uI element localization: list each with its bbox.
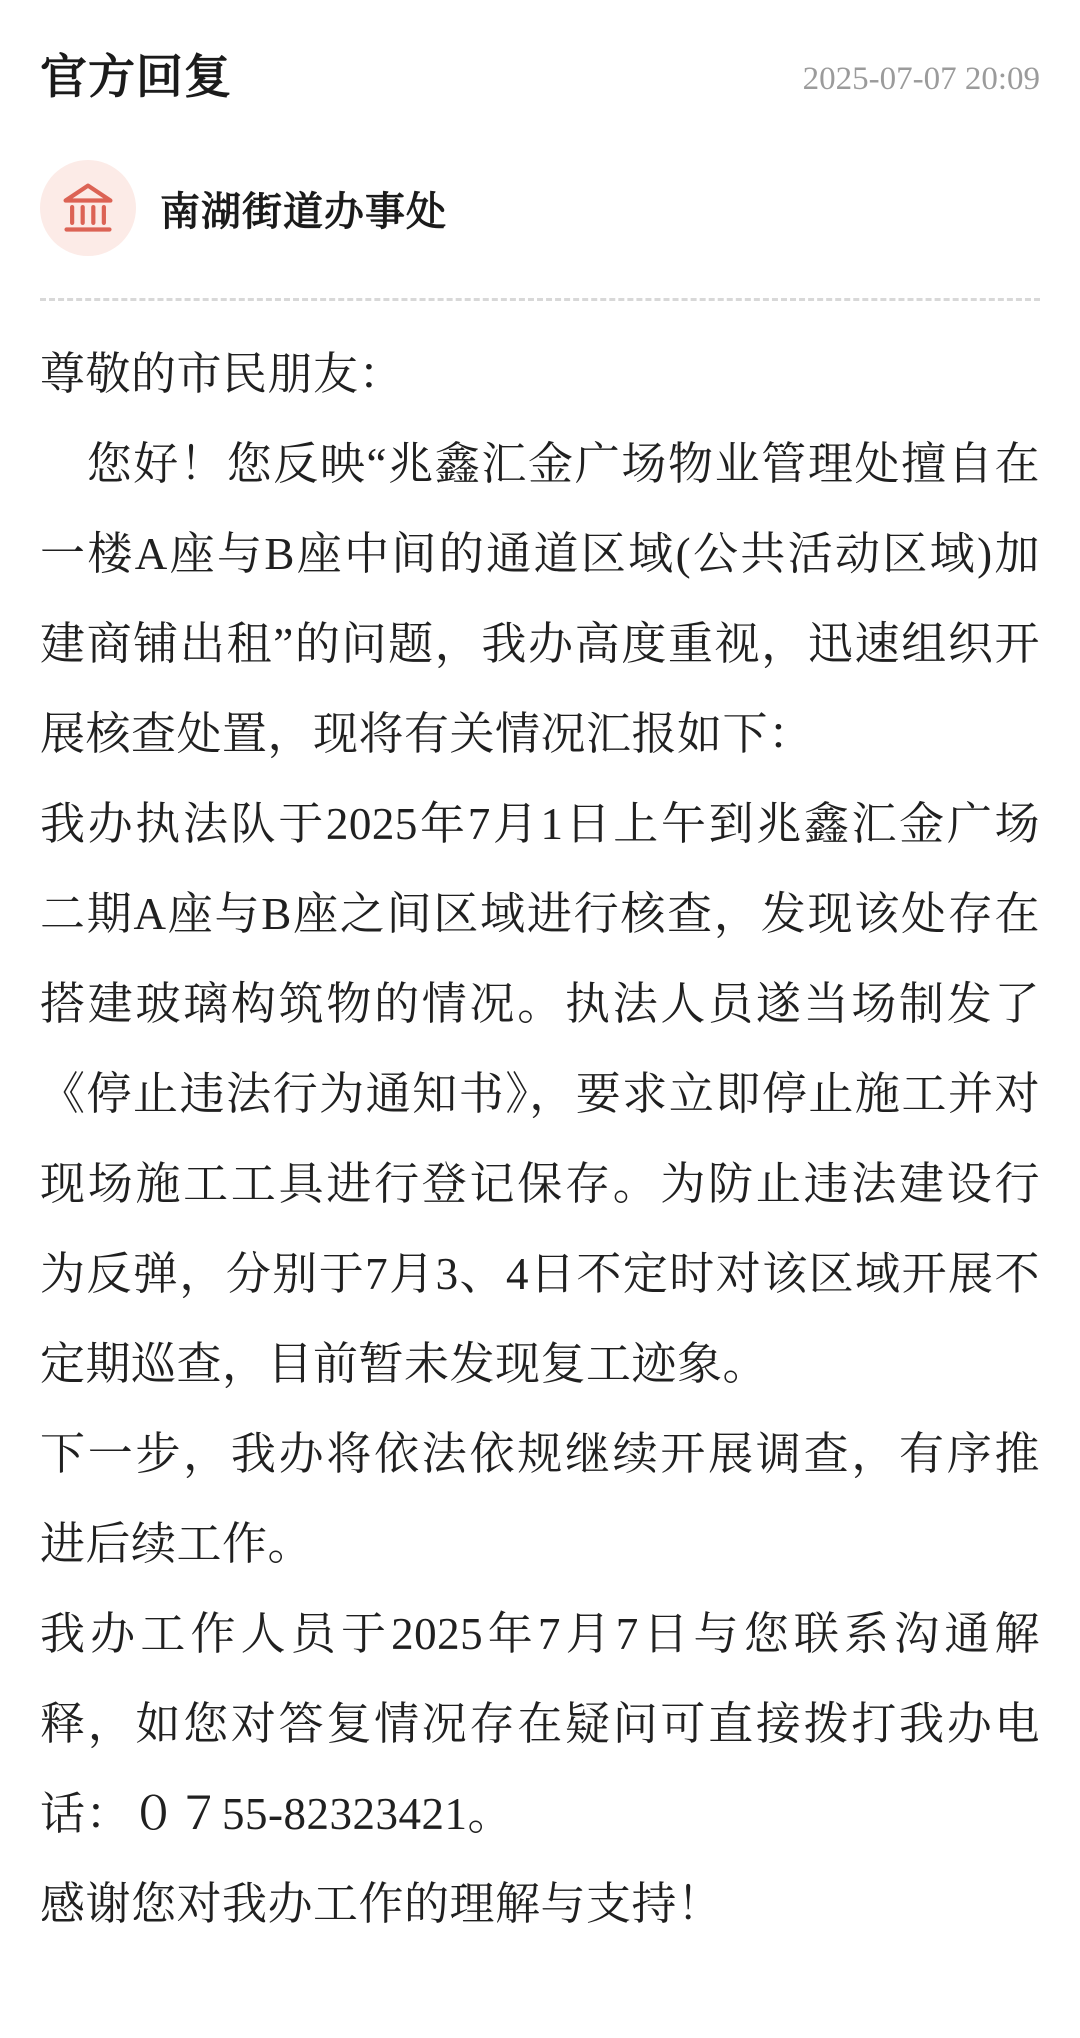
paragraph-investigation: 我办执法队于2025年7月1日上午到兆鑫汇金广场二期A座与B座之间区域进行核查，发现该处存在搭建玻璃构筑物的情况。执法人员遂当场制发了《停止违法行为通知书》，要求立即停止施工并对现场施工工具进行登记保存。为防止违法建设行为反弹，分别于7月3、4日不定时对该区域开展不定期巡查，目前暂未发现复工迹象。: [40, 799, 1040, 1390]
reply-timestamp: 2025-07-07 20:09: [802, 61, 1040, 98]
paragraph-next-steps: 下一步，我办将依法依规继续开展调查，有序推进后续工作。: [40, 1429, 1040, 1570]
government-building-icon: [60, 180, 116, 236]
reply-body: [40, 329, 1040, 1949]
paragraph-salutation: 尊敬的市民朋友：: [40, 349, 405, 400]
dashed-divider: [40, 298, 1040, 301]
page-title: 官方回复: [40, 50, 232, 103]
org-avatar: [40, 160, 136, 256]
paragraph-contact: 我办工作人员于2025年7月7日与您联系沟通解释，如您对答复情况存在疑问可直接拨打我办电话：０７55-82323421。: [40, 1609, 1040, 1840]
paragraph-thanks: 感谢您对我办工作的理解与支持！: [40, 1879, 723, 1930]
organization-row: [40, 160, 1040, 256]
reply-header: [40, 50, 1040, 104]
official-reply-card: [0, 50, 1080, 2038]
paragraph-issue-summary: 您好！您反映“兆鑫汇金广场物业管理处擅自在一楼A座与B座中间的通道区域(公共活动区域)加建商铺出租”的问题，我办高度重视，迅速组织开展核查处置，现将有关情况汇报如下：: [40, 439, 1040, 760]
org-name: 南湖街道办事处: [160, 189, 447, 234]
